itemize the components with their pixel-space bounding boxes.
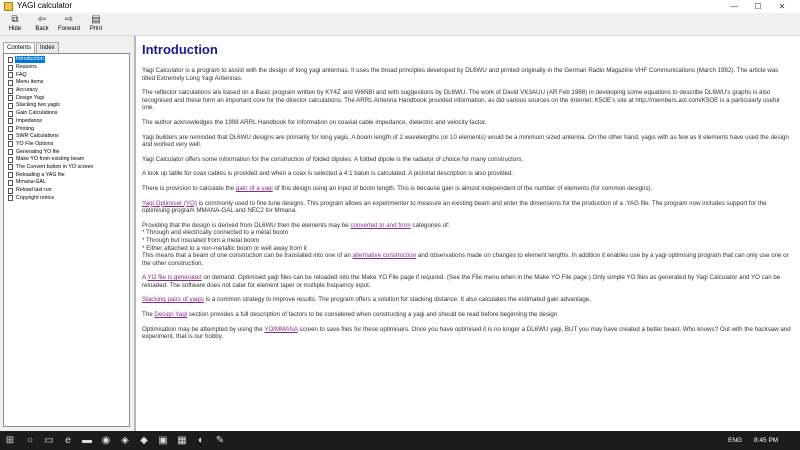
chrome-icon[interactable]: ◉ <box>101 435 111 446</box>
paragraph-acknowledgement: The author acknowledges the 1998 ARRL Handbook for information on coaxial cable impedance, dielectric and velocity factor. <box>142 118 487 126</box>
paragraph-coax: A look up table for coax cables is provided and when a coax is selected a 4:1 balun is calculated. A pictorial description is also provided. <box>142 170 514 178</box>
tree-item-generating-yo-file[interactable] <box>4 148 129 156</box>
app-icon-2[interactable]: ▣ <box>158 435 168 446</box>
tree-item-label: Mmana-GAL <box>16 179 47 186</box>
paragraph-convert: Providing that the design is derived from DL6WU then the elements may be converted to and from categories of: * Through and electrically connected to a metal boom * Through but insulated from a metal boom * Either attached to a non-metallic boom or well away from it This means that a beam of one construction can be translated into one of an alternative construction and observations made on changes to element lengths. In addition it enables use by a yagi optimising program that can only use one or the other construction. <box>142 221 789 267</box>
topic-page-icon <box>8 57 13 63</box>
topic-page-icon <box>8 149 13 155</box>
tree-item-accuracy[interactable] <box>4 87 129 95</box>
tree-item-impedance[interactable] <box>4 118 129 126</box>
tree-item-the-convert-button-in-yo-screen[interactable] <box>4 164 129 172</box>
tree-item-printing[interactable] <box>4 125 129 133</box>
tree-item-label: Reloading a YAG file <box>16 171 65 178</box>
topic-page-icon <box>8 141 13 147</box>
tree-item-gain-calculations[interactable] <box>4 110 129 118</box>
tree-item-label: Gain Calculations <box>16 110 58 117</box>
topic-page-icon <box>8 180 13 186</box>
topic-page-icon <box>8 126 13 132</box>
help-toolbar <box>0 13 800 36</box>
tree-item-label: Generating YO file <box>16 148 60 155</box>
nav-tabs <box>3 42 60 53</box>
tree-item-label: The Convert button in YO screen <box>16 163 94 170</box>
link-stacking-pairs[interactable]: Stacking pairs of yagis <box>142 296 204 304</box>
maximize-button[interactable]: ☐ <box>754 2 762 11</box>
tree-item-reloading-a-yag-file[interactable] <box>4 171 129 179</box>
language-indicator[interactable]: ENG <box>728 437 743 444</box>
tree-item-label: Menu items <box>16 79 44 86</box>
tree-item-label: Reload last run <box>16 187 52 194</box>
link-design-yagi[interactable]: Design Yagi <box>154 311 188 319</box>
windows-start-icon[interactable]: ⊞ <box>5 435 15 446</box>
paragraph-design: The Design Yagi section provides a full description of factors to be considered when constructing a yagi and should be read before beginning the design <box>142 311 558 319</box>
contents-tree <box>3 53 130 427</box>
paragraph-optimisation: Optimisation may be attempted by using the YO/MMANA screen to save files for these optimisers. Once you have optimised it is no longer a DL6WU yagi, BUT you may have created a better beast. Who knows? Out with the hacksaw and experiment, that is our hobby. <box>142 325 791 341</box>
tab-contents[interactable]: Contents <box>3 42 35 53</box>
paragraph-stacking: Stacking pairs of yagis is a common strategy to improve results. The program offers a solution for stacking distance. It also calculates the estimated gain advantage. <box>142 296 591 304</box>
tab-index[interactable]: Index <box>36 42 59 53</box>
edge-browser-icon[interactable]: e <box>65 435 71 446</box>
tree-item-copyright-notice[interactable] <box>4 194 129 202</box>
help-viewer-icon[interactable]: ✎ <box>215 435 225 446</box>
print-button[interactable] <box>83 14 109 35</box>
topic-pane <box>135 36 800 431</box>
store-icon[interactable]: ◈ <box>121 435 129 446</box>
task-view-icon[interactable]: ▭ <box>44 435 54 446</box>
paragraph-yo-file: A YO file is generated on demand. Optimised yagi files can be reloaded into the Make YO File page if required. (See the File menu when in the Make YO File page.) Only simple YO files as generated by Yagi Calculator and YO can be reloaded. The software does not cater for element taper or multiple frequency input. <box>142 274 781 289</box>
topic-page-icon <box>8 103 13 109</box>
tree-item-design-yagi[interactable] <box>4 94 129 102</box>
navigation-pane <box>0 36 135 431</box>
paragraph-reflector: The reflector calculations are based on a Basic program written by KY4Z and W6NBI and with suggestions by DL6WU. The work of David VK3AUU (AR Feb 1988) in developing some equations to describe DL6WU's graphs is also recognised and these form an important core for the director calculations. The ARRL Antenna Handbook provided information, as did various sources on the Internet. K5OE's site at http://members.aol.com/K5OE is a particularly useful one. <box>142 89 780 112</box>
tree-item-label: SWR Calculations <box>16 133 59 140</box>
paragraph-gain: There is provision to calculate the gain of a yagi of this design using an input of boom length. This is because gain is almost independent of the number of elements (for common designs). <box>142 184 653 192</box>
app-icon-3[interactable]: ▦ <box>177 435 187 446</box>
link-gain-of-a-yagi[interactable]: gain of a yagi <box>235 184 273 192</box>
page-title: Introduction <box>142 42 218 57</box>
title-bar <box>0 0 800 14</box>
topic-page-icon <box>8 195 13 201</box>
link-yo-file-generated[interactable]: YO file is generated <box>147 274 202 282</box>
tree-item-reload-last-run[interactable] <box>4 187 129 195</box>
topic-page-icon <box>8 118 13 124</box>
window-controls <box>722 0 794 13</box>
tree-item-introduction[interactable] <box>4 56 129 64</box>
topic-page-icon <box>8 188 13 194</box>
search-icon[interactable]: ○ <box>26 435 34 446</box>
tree-item-label: Impedance <box>16 117 43 124</box>
back-label: Back <box>35 26 49 32</box>
paragraph-intro: Yagi Calculator is a program to assist with the design of long yagi antennas. It uses the broad principles developed by DL6WU and printed originally in the German Radio Magazine VHF Communications (March 1982). The article was titled Extremely Long Yagi Antennas. <box>142 67 779 82</box>
hide-label: Hide <box>8 26 22 32</box>
tree-item-faq[interactable] <box>4 71 129 79</box>
tree-item-reasons[interactable] <box>4 64 129 72</box>
taskbar <box>0 431 800 450</box>
topic-page-icon <box>8 157 13 163</box>
tree-item-make-yo-from-existing-beam[interactable] <box>4 156 129 164</box>
topic-page-icon <box>8 164 13 170</box>
forward-arrow-icon: ⇨ <box>64 14 74 25</box>
tree-item-label: Introduction <box>16 56 44 63</box>
forward-button[interactable] <box>56 14 82 35</box>
topic-page-icon <box>8 65 13 71</box>
topic-page-icon <box>8 172 13 178</box>
tree-item-mmana-gal[interactable] <box>4 179 129 187</box>
minimize-button[interactable]: — <box>730 2 738 11</box>
paragraph-optimiser: Yagi Optimiser (YO) is commonly used to fine tune designs. This program allows an experimenter to measure an existing beam and enter the dimensions for the production of a .YAG file. The program now includes support for the optimising program MMANA-GAL and NEC2 for Mmana. <box>142 199 767 215</box>
back-arrow-icon: ⇦ <box>37 14 47 25</box>
tree-item-menu-items[interactable] <box>4 79 129 87</box>
tree-item-label: Copyright notice <box>16 194 55 201</box>
paragraph-builders: Yagi builders are reminded that DL6WU designs are primarily for long yagis. A boom length of 2 wavelengths (or 10 elements) would be a minimum sized antenna. On the other hand, yagis with as few as 8 elements have used the design and worked very well. <box>142 133 789 149</box>
tree-item-label: Printing <box>16 125 34 132</box>
yagi-app-icon <box>4 2 13 11</box>
link-yo-mmana[interactable]: YO/MMANA <box>264 325 298 333</box>
link-converted-to-and-from[interactable]: converted to and from <box>350 221 411 229</box>
tree-item-swr-calculations[interactable] <box>4 133 129 141</box>
clock[interactable]: 8:45 PM <box>754 437 779 444</box>
tree-item-label: Design Yagi <box>16 94 45 101</box>
tree-item-stacking-two-yagis[interactable] <box>4 102 129 110</box>
tree-item-label: Stacking two yagis <box>16 102 60 109</box>
tree-item-label: YO File Options <box>16 140 54 147</box>
app-icon-1[interactable]: ◆ <box>140 435 148 446</box>
hide-icon: ⧉ <box>11 14 19 25</box>
paragraph-folded-dipoles: Yagi Calculator offers some information for the construction of folded dipoles. A folded dipole is the radiator of choice for many constructors. <box>142 155 524 163</box>
app-icon-4[interactable]: ◐ <box>197 435 205 446</box>
forward-label: Forward <box>57 26 80 32</box>
printer-icon: ▤ <box>91 14 101 25</box>
hide-button[interactable] <box>2 14 28 35</box>
topic-page-icon <box>8 111 13 117</box>
link-yagi-optimiser[interactable]: Yagi Optimiser (YO) <box>142 199 197 207</box>
topic-page-icon <box>8 88 13 94</box>
topic-page-icon <box>8 72 13 78</box>
topic-page-icon <box>8 95 13 101</box>
topic-page-icon <box>8 80 13 86</box>
back-button[interactable] <box>29 14 55 35</box>
tree-item-label: Make YO from existing beam <box>16 156 85 163</box>
tree-item-label: Reasons <box>16 64 37 71</box>
print-label: Print <box>89 26 103 32</box>
window-title: YAGI calculator <box>17 1 72 10</box>
tree-item-label: FAQ <box>16 71 27 78</box>
tree-item-label: Accuracy <box>16 87 38 94</box>
topic-page-icon <box>8 134 13 140</box>
close-button[interactable]: ✕ <box>778 2 786 11</box>
link-alternative-construction[interactable]: alternative construction <box>352 252 417 260</box>
file-explorer-icon[interactable]: ▬ <box>82 435 92 446</box>
tree-item-yo-file-options[interactable] <box>4 141 129 149</box>
